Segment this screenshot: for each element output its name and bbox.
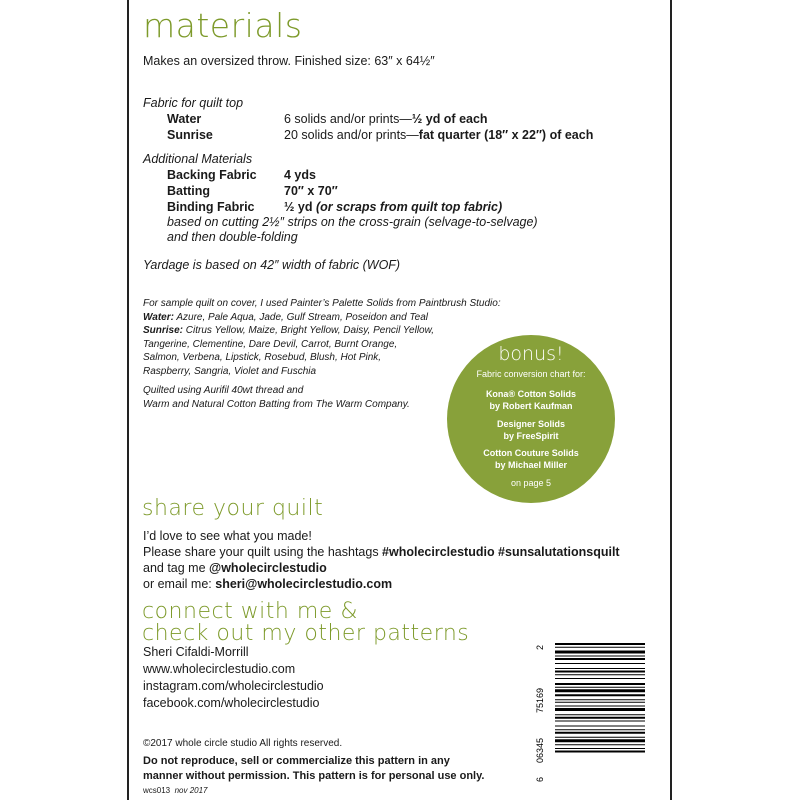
connect-heading-line-2: check out my other patterns [142,621,470,646]
binding-label: Binding Fabric [167,200,255,214]
barcode-bar [555,699,645,700]
barcode-bar [555,651,645,654]
barcode-bar [555,668,645,669]
instagram-link[interactable]: instagram.com/wholecirclestudio [143,679,324,693]
quilted-line-1: Quilted using Aurifil 40wt thread and [143,385,304,396]
barcode-bar [555,706,645,707]
connect-heading [142,601,469,645]
share-line-3-prefix: and tag me [143,561,210,575]
barcode-bar [555,714,645,715]
facebook-link[interactable]: facebook.com/wholecirclestudio [143,696,320,710]
share-line-2-prefix: Please share your quilt using the hashtags [143,545,383,559]
share-line-4 [143,576,620,592]
barcode-digit-right: 2 [535,644,545,650]
water-desc: 6 solids and/or prints— [284,112,412,126]
sample-water-colors: Azure, Pale Aqua, Jade, Gulf Stream, Poseidon and Teal [173,311,428,323]
sample-sunrise-colors-3: Salmon, Verbena, Lipstick, Rosebud, Blush, Hot Pink, [143,352,382,363]
usage-notice [143,754,484,784]
sample-sunrise-colors-2: Tangerine, Clementine, Dare Devil, Carrot, Burnt Orange, [143,338,398,350]
finished-size-text: Makes an oversized throw. Finished size: 63″ x 64½″ [143,54,435,68]
additional-materials-label: Additional Materials [143,152,253,166]
barcode-bar [555,748,645,749]
materials-heading: materials [143,6,303,45]
author-name: Sheri Cifaldi-Morrill [143,645,249,659]
barcode-bar [555,729,645,730]
barcode-bar [555,708,645,711]
email-address: sheri@wholecirclestudio.com [215,577,393,591]
yardage-note: Yardage is based on 42″ width of fabric (WOF) [143,258,401,272]
website-link[interactable]: www.wholecirclestudio.com [143,662,296,676]
barcode-bar [555,674,645,675]
pattern-code-line [143,786,208,795]
barcode [535,641,647,784]
barcode-bar [555,647,645,648]
barcode-bar [555,658,645,660]
bonus-badge [447,335,615,503]
barcode-bar [555,702,645,703]
bonus-kona: Kona® Cotton Solids [485,389,577,399]
barcode-bar [555,721,645,722]
share-block [143,528,620,592]
usage-notice-line-1: Do not reproduce, sell or commercialize this pattern in any [143,755,450,767]
water-spec [284,112,488,126]
batting-label: Batting [167,184,211,198]
sample-line-1: For sample quilt on cover, I used Painter’s Palette Solids from Paintbrush Studio: [143,298,501,309]
sunrise-desc: 20 solids and/or prints— [284,128,419,142]
binding-detail-2: and then double-folding [167,230,298,244]
fabric-top-label: Fabric for quilt top [143,96,244,110]
bonus-subtitle: Fabric conversion chart for: [476,369,586,379]
barcode-bar [555,683,645,685]
bonus-title: bonus! [498,343,564,365]
bonus-designer-maker: by FreeSpirit [503,431,559,441]
bonus-designer: Designer Solids [496,419,566,429]
sample-sunrise-colors-4: Raspberry, Sangria, Violet and Fuschia [143,365,317,377]
binding-spec [284,200,502,214]
pattern-date: nov 2017 [174,786,208,795]
binding-detail-1: based on cutting 2½″ strips on the cross-grain (selvage-to-selvage) [167,215,538,229]
sample-sunrise-label: Sunrise: [143,325,184,336]
pattern-back-page [127,0,672,800]
barcode-bar [555,737,645,738]
pattern-code: wcs013 [143,786,171,795]
social-handle: @wholecirclestudio [209,561,327,575]
barcode-bar [555,678,645,679]
share-line-2 [143,544,620,560]
share-line-4-prefix: or email me: [143,577,216,591]
hashtags: #wholecirclestudio #sunsalutationsquilt [382,545,620,559]
share-line-1: I’d love to see what you made! [143,529,312,543]
barcode-bar [555,663,645,664]
barcode-bar [555,643,645,645]
barcode-bar [555,726,645,727]
barcode-bar [555,739,645,742]
bonus-page-ref: on page 5 [510,478,552,488]
barcode-bar [555,656,645,657]
contact-list [143,644,324,712]
share-heading: share your quilt [142,496,324,521]
batting-value: 70″ x 70″ [284,184,338,198]
quilted-line-2: Warm and Natural Cotton Batting from The Warm Company. [143,398,410,410]
barcode-bar [555,717,645,719]
barcode-digit-left: 6 [535,776,545,782]
water-label: Water [167,112,202,126]
sunrise-spec [284,128,593,142]
barcode-bar [555,732,645,734]
copyright: ©2017 whole circle studio All rights reserved. [143,738,343,749]
barcode-bar [555,687,645,688]
sunrise-amount: fat quarter (18″ x 22″) of each [418,128,594,142]
backing-value: 4 yds [284,168,316,182]
bonus-couture-maker: by Michael Miller [494,460,568,470]
barcode-bar [555,694,645,696]
connect-heading-line-1: connect with me & [142,599,358,624]
barcode-digits-1: 06345 [535,737,545,763]
barcode-bar [555,744,645,745]
sample-water-label: Water: [143,311,174,323]
sunrise-label: Sunrise [167,128,213,142]
binding-value: ½ yd [284,200,313,214]
sample-sunrise-colors-1: Citrus Yellow, Maize, Bright Yellow, Daisy, Pencil Yellow, [183,325,435,336]
bonus-couture: Cotton Couture Solids [483,448,579,458]
share-line-3 [143,560,620,576]
bonus-kona-maker: by Robert Kaufman [489,401,573,411]
usage-notice-line-2: manner without permission. This pattern is for personal use only. [143,770,485,782]
sample-sunrise-line [143,324,501,338]
backing-label: Backing Fabric [167,168,257,182]
water-amount: ½ yd of each [411,112,488,126]
barcode-bar [555,751,645,753]
binding-note: (or scraps from quilt top fabric) [315,200,503,214]
barcode-bar [555,671,645,673]
barcode-digits-2: 75169 [535,687,545,713]
sample-water-line [143,311,501,325]
barcode-bar [555,689,645,692]
